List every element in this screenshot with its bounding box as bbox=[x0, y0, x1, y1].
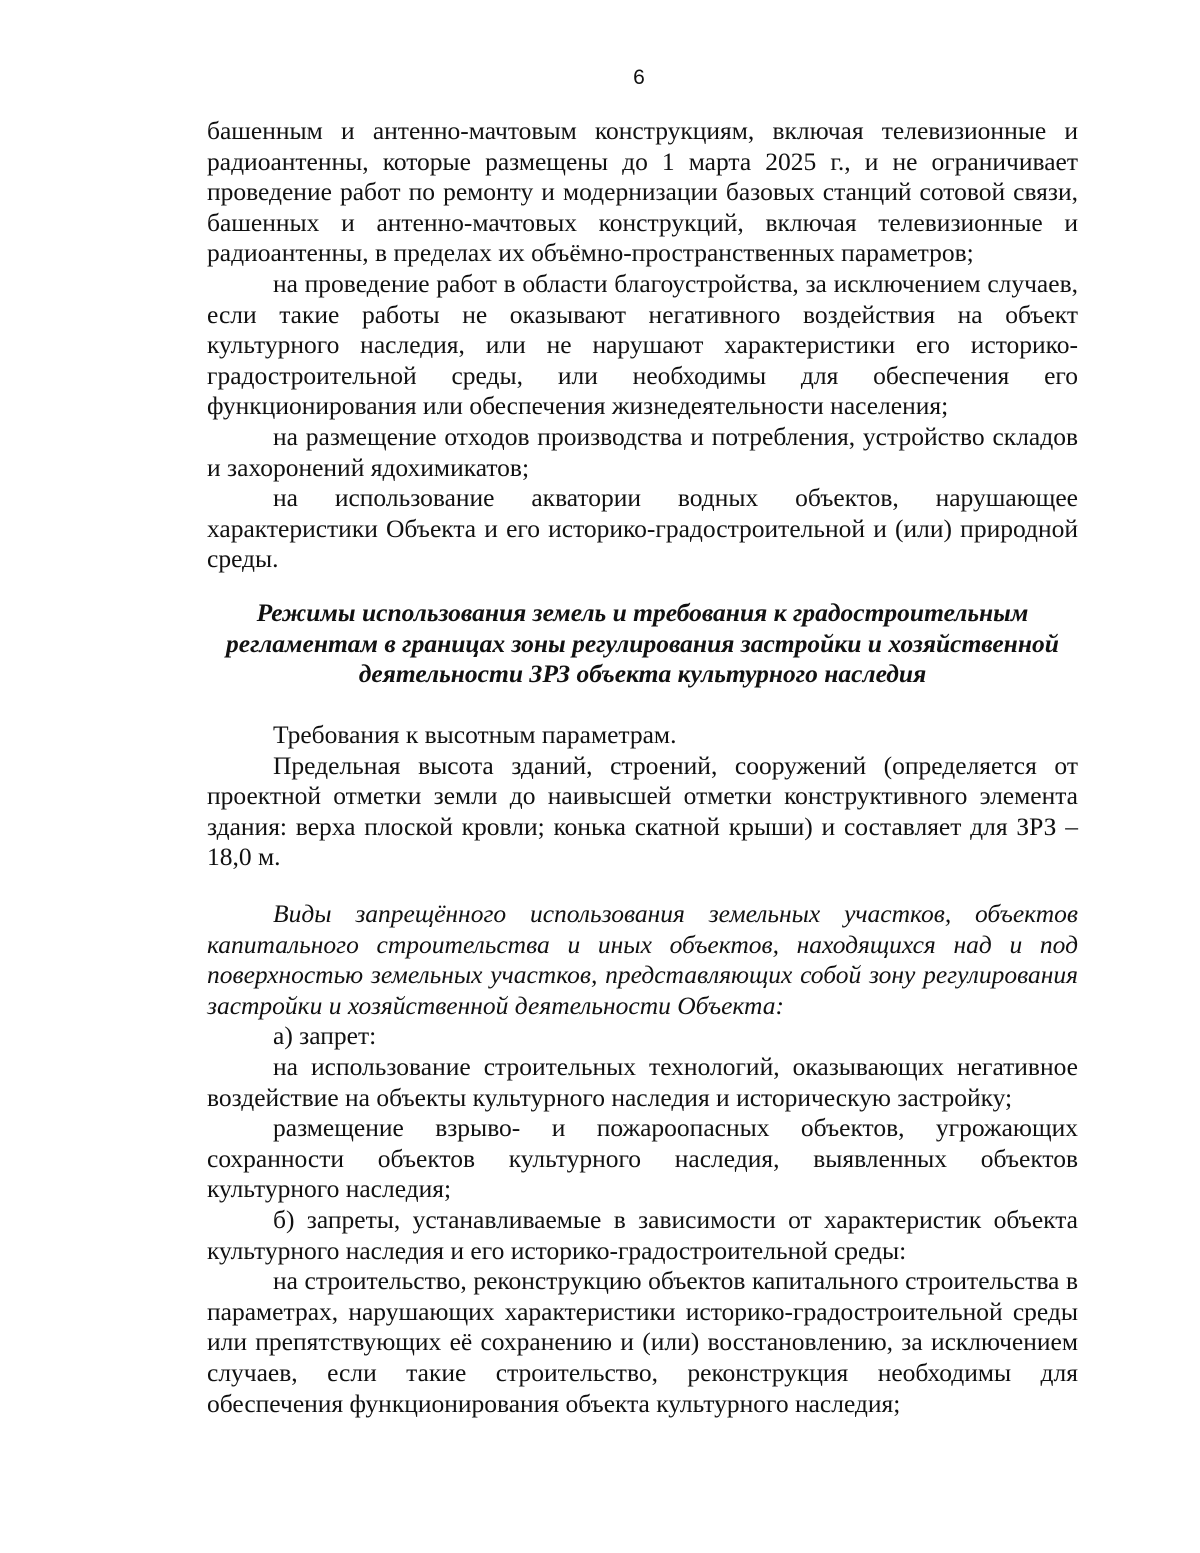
body-block-1 bbox=[207, 116, 1078, 575]
paragraph-height-requirements: Требования к высотным параметрам. bbox=[273, 720, 677, 749]
paragraph-water-area: на использование акватории водных объектов, нарушающее характеристики Объекта и его историко-градостроительной и (или) природной среды. bbox=[207, 483, 1078, 574]
page-number: 6 bbox=[633, 66, 645, 89]
paragraph-prohibited-uses-intro: Виды запрещённого использования земельных участков, объектов капитального строительства и иных объектов, находящихся над и под поверхностью земельных участков, представляющих собой зону регулирования застройки и хозяйственной деятельности Объекта: bbox=[207, 899, 1078, 1020]
paragraph-waste: на размещение отходов производства и потребления, устройство складов и захоронений ядохимикатов; bbox=[207, 421, 1078, 482]
paragraph-construction: на строительство, реконструкцию объектов капитального строительства в параметрах, нарушающих характеристики историко-градостроительной среды или препятствующих её сохранению и (или) восстановлению, за исключением случаев, если такие строительство, реконструкция необходимы для обеспечения функционирования объекта культурного наследия; bbox=[207, 1266, 1078, 1418]
paragraph-item-b: б) запреты, устанавливаемые в зависимости от характеристик объекта культурного наследия и его историко-градостроительной среды: bbox=[207, 1204, 1078, 1265]
body-block-2 bbox=[207, 720, 1078, 873]
paragraph-continuation: башенным и антенно-мачтовым конструкциям, включая телевизионные и радиоантенны, которые размещены до 1 марта 2025 г., и не ограничивает проведение работ по ремонту и модернизации базовых станций сотовой связи, башенных и антенно-мачтовых конструкций, включая телевизионные и радиоантенны, в пределах их объёмно-пространственных параметров; bbox=[207, 116, 1078, 268]
paragraph-explosive-objects: размещение взрыво- и пожароопасных объектов, угрожающих сохранности объектов культурного наследия, выявленных объектов культурного наследия; bbox=[207, 1113, 1078, 1204]
section-heading: Режимы использования земель и требования к градостроительным регламентам в границах зоны регулирования застройки и хозяйственной деятельности ЗРЗ объекта культурного наследия bbox=[226, 598, 1059, 689]
paragraph-technologies: на использование строительных технологий, оказывающих негативное воздействие на объекты культурного наследия и историческую застройку; bbox=[207, 1051, 1078, 1112]
paragraph-item-a: а) запрет: bbox=[273, 1021, 377, 1051]
paragraph-landscaping: на проведение работ в области благоустройства, за исключением случаев, если такие работы не оказывают негативного воздействия на объект культурного наследия, или не нарушают характеристики его историко-градостроительной среды, или необходимы для обеспечения его функционирования или обеспечения жизнедеятельности населения; bbox=[207, 268, 1078, 421]
body-block-3 bbox=[207, 899, 1078, 1419]
paragraph-max-height: Предельная высота зданий, строений, сооружений (определяется от проектной отметки земли до наивысшей отметки конструктивного элемента здания: верха плоской кровли; конька скатной крыши) и составляет для ЗРЗ – 18,0 м. bbox=[207, 750, 1078, 872]
